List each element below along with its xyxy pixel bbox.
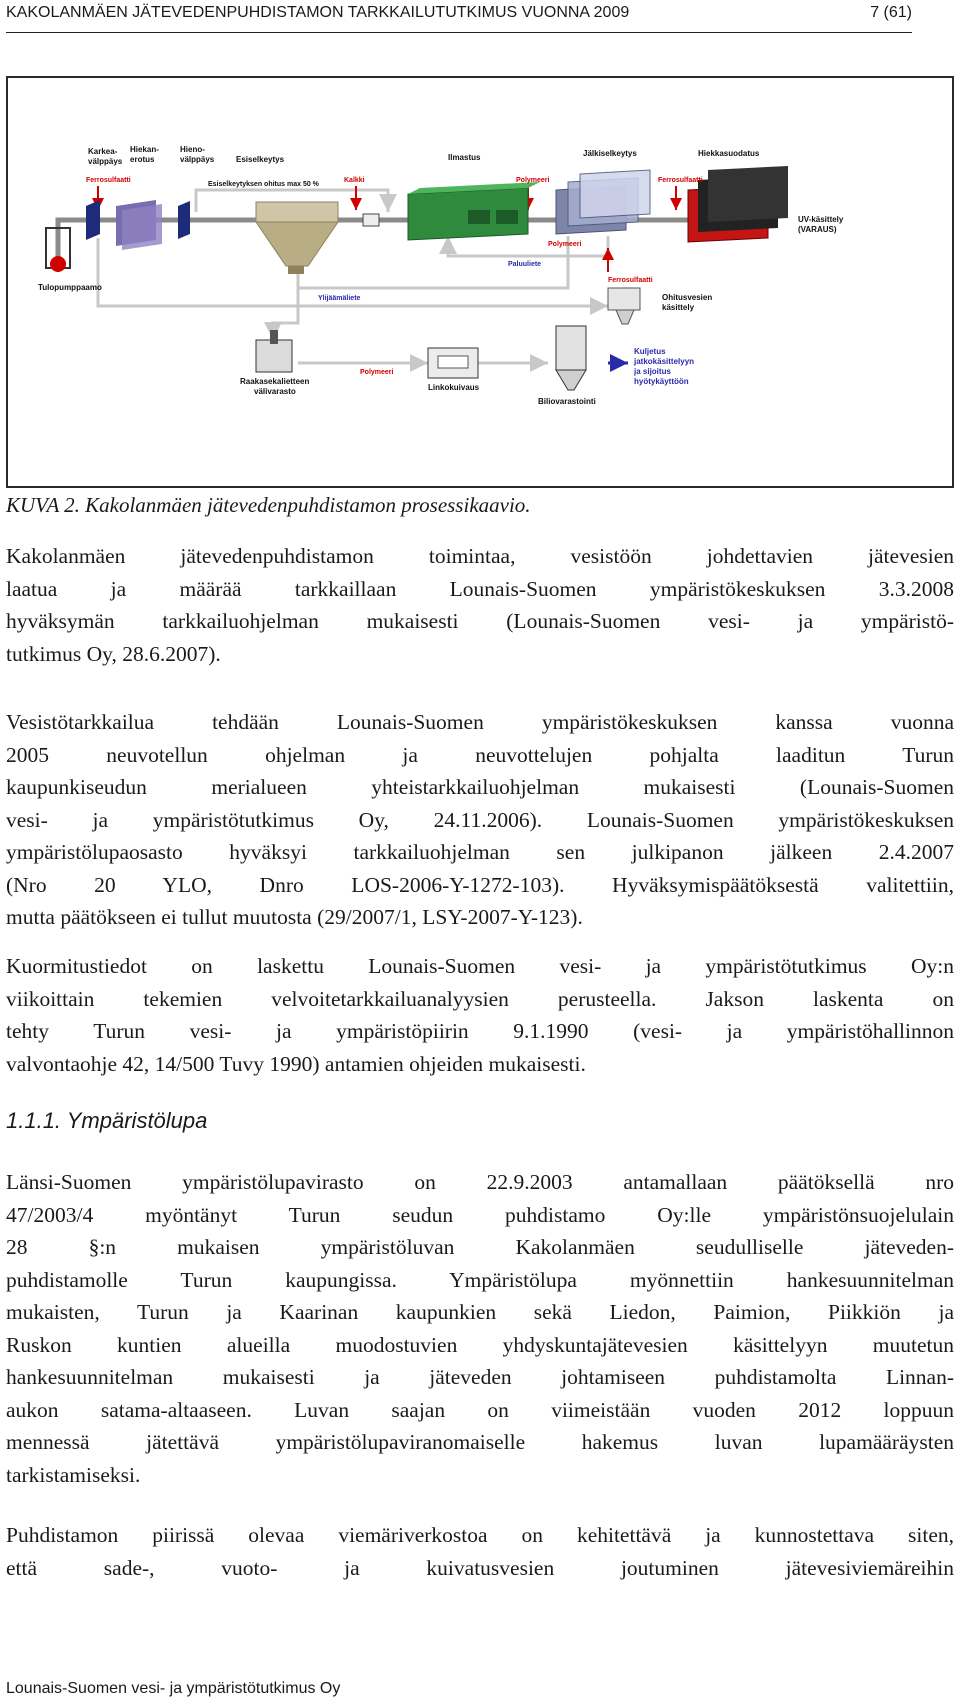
fine-screen-icon xyxy=(178,201,190,239)
label-jalkiselkeytys: Jälkiselkeytys xyxy=(583,149,637,158)
paragraph-1 xyxy=(6,540,954,670)
line: vesi- ja ympäristötutkimus Oy, 24.11.2006). Lounais-Suomen ympäristökeskuksen xyxy=(6,807,954,832)
line: että sade-, vuoto- ja kuivatusvesien joutuminen jätevesiviemäreihin xyxy=(6,1555,954,1580)
label-tulopumppaamo: Tulopumppaamo xyxy=(38,283,102,292)
label-raakasekaliete: Raakasekalietteen välivarasto xyxy=(240,377,310,396)
line: 28 §:n mukaisen ympäristöluvan Kakolanmäen seudulliselle jäteveden- xyxy=(6,1235,954,1259)
label-ohitus: Esiselkeytyksen ohitus max 50 % xyxy=(208,181,319,188)
label-ferrosulfaatti-2: Ferrosulfaatti xyxy=(658,177,703,184)
presettling-tank-icon xyxy=(256,202,338,222)
sludge-storage-icon xyxy=(256,340,292,372)
line: laatua ja määrää tarkkaillaan Lounais-Suomen ympäristökeskuksen 3.3.2008 xyxy=(6,576,954,601)
label-hienovalppays: Hieno-välppäys xyxy=(180,145,215,164)
line: tehty Turun vesi- ja ympäristöpiirin 9.1.1990 (vesi- ja ympäristöhallinnon xyxy=(6,1019,954,1043)
paragraph-3 xyxy=(6,950,954,1080)
line: aukon satama-altaaseen. Luvan saajan on viimeistään vuoden 2012 loppuun xyxy=(6,1397,954,1422)
label-esiselkeytys: Esiselkeytys xyxy=(236,155,285,164)
label-biliovarastointi: Biliovarastointi xyxy=(538,397,596,406)
line: 47/2003/4 myöntänyt Turun seudun puhdistamo Oy:lle ympäristönsuojelulain xyxy=(6,1202,954,1227)
line: mutta päätökseen ei tullut muutosta (29/2007/1, LSY-2007-Y-123). xyxy=(6,905,583,929)
coarse-screen-icon xyxy=(86,200,100,240)
line: ympäristölupaosasto hyväksyi tarkkailuohjelman sen julkipanon jälkeen 2.4.2007 xyxy=(6,840,954,864)
paragraph-4 xyxy=(6,1166,954,1491)
line: hyväksymän tarkkailuohjelman mukaisesti (Lounais-Suomen vesi- ja ympäristö- xyxy=(6,609,954,633)
inlet-pump-icon xyxy=(50,256,66,272)
label-uv: UV-käsittely (VARAUS) xyxy=(798,215,844,234)
line: (Nro 20 YLO, Dnro LOS-2006-Y-1272-103). Hyväksymispäätöksestä valitettiin, xyxy=(6,872,954,897)
label-hiekkasuodatus: Hiekkasuodatus xyxy=(698,149,760,158)
line: puhdistamolle Turun kaupungissa. Ympäristölupa myönnettiin hankesuunnitelman xyxy=(6,1267,954,1292)
process-diagram-figure xyxy=(6,76,954,488)
line: Puhdistamon piirissä olevaa viemäriverkostoa on kehitettävä ja kunnostettava siten, xyxy=(6,1523,954,1547)
label-karkeavalppays: Karkea-välppäys xyxy=(88,147,123,166)
page-header xyxy=(6,4,912,28)
section-heading: 1.1.1. Ympäristölupa xyxy=(6,1108,208,1133)
line: mennessä jätettävä ympäristölupaviranomaiselle hakemus luvan lupamääräysten xyxy=(6,1430,954,1454)
paragraph-2 xyxy=(6,706,954,934)
silo-icon xyxy=(556,326,586,370)
line: Ruskon kuntien alueilla muodostuvien yhdyskuntajätevesien käsittelyyn muutetun xyxy=(6,1332,954,1357)
line: tutkimus Oy, 28.6.2007). xyxy=(6,641,221,666)
label-ferrosulfaatti-3: Ferrosulfaatti xyxy=(608,277,653,284)
line: mukaisten, Turun ja Kaarinan kaupunkien sekä Liedon, Paimion, Piikkiön ja xyxy=(6,1300,954,1324)
line: Vesistötarkkailua tehdään Lounais-Suomen ympäristökeskuksen kanssa vuonna xyxy=(6,710,954,734)
label-polymeeri-2: Polymeeri xyxy=(548,241,582,248)
label-linkokuivaus: Linkokuivaus xyxy=(428,383,480,392)
line: 2005 neuvotellun ohjelman ja neuvottelujen pohjalta laaditun Turun xyxy=(6,742,954,767)
figure-caption: KUVA 2. Kakolanmäen jätevedenpuhdistamon prosessikaavio. xyxy=(6,493,531,517)
label-polymeeri-3: Polymeeri xyxy=(360,369,394,376)
page-footer: Lounais-Suomen vesi- ja ympäristötutkimus Oy xyxy=(6,1680,341,1697)
header-rule xyxy=(6,32,912,33)
line: valvontaohje 42, 14/500 Tuvy 1990) antamien ohjeiden mukaisesti. xyxy=(6,1051,586,1076)
label-ylijaamaliete: Ylijäämäliete xyxy=(318,295,361,302)
meter-icon xyxy=(363,214,379,226)
label-ferrosulfaatti-1: Ferrosulfaatti xyxy=(86,177,131,184)
line: tarkistamiseksi. xyxy=(6,1462,141,1487)
header-title: KAKOLANMÄEN JÄTEVEDENPUHDISTAMON TARKKAILUTUTKIMUS VUONNA 2009 xyxy=(6,4,630,21)
line: kaupunkiseudun merialueen yhteistarkkailuohjelman mukaisesti (Lounais-Suomen xyxy=(6,775,954,799)
line: Länsi-Suomen ympäristölupavirasto on 22.9.2003 antamallaan päätöksellä nro xyxy=(6,1170,954,1194)
label-ohitusvesien: Ohitusvesien käsittely xyxy=(662,293,713,312)
line: hankesuunnitelman mukaisesti ja jäteveden johtamiseen puhdistamolta Linnan- xyxy=(6,1365,954,1389)
label-ilmastus: Ilmastus xyxy=(448,153,481,162)
label-paluuliete: Paluuliete xyxy=(508,261,542,268)
line: viikoittain tekemien velvoitetarkkailuanalyysien perusteella. Jakson laskenta on xyxy=(6,986,954,1011)
return-sludge-line xyxy=(448,236,608,256)
paragraph-5 xyxy=(6,1519,954,1584)
line: Kuormitustiedot on laskettu Lounais-Suomen vesi- ja ympäristötutkimus Oy:n xyxy=(6,954,954,978)
process-diagram xyxy=(8,78,952,486)
label-hiekanerotus: Hiekan-erotus xyxy=(130,145,159,164)
label-kuljetus: Kuljetus jatkokäsittelyyn ja sijoitus hyötykäyttöön xyxy=(634,347,695,386)
label-kalkki: Kalkki xyxy=(344,177,365,184)
page-number: 7 (61) xyxy=(870,4,912,21)
bypass-treatment-icon xyxy=(608,288,640,310)
line: Kakolanmäen jätevedenpuhdistamon toimintaa, vesistöön johdettavien jätevesien xyxy=(6,544,954,568)
label-polymeeri-1: Polymeeri xyxy=(516,177,550,184)
